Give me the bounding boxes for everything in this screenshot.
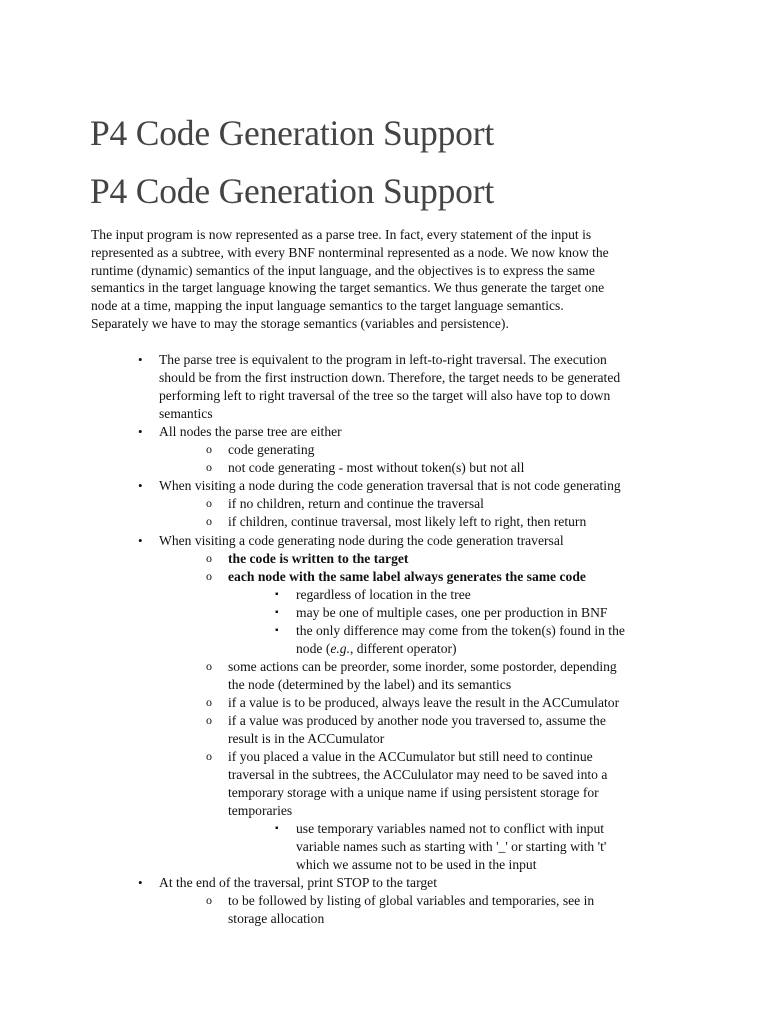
list-subitem-continuation: temporaries [228,803,293,818]
circle-bullet-icon [206,495,212,514]
disc-bullet-icon [138,477,143,497]
list-subitem: code generating [228,442,315,457]
list-item-continuation: should be from the first instruction down. Therefore, the target needs to be generated [159,370,621,385]
list-subsubitem-continuation: which we assume not to be used in the input [296,857,537,872]
circle-bullet-icon [206,568,212,587]
list-subsubitem-continuation: variable names such as starting with '_' or starting with 't' [296,839,607,854]
page-title: P4 Code Generation Support [90,113,494,153]
intro-line: The input program is now represented as a parse tree. In fact, every statement of the input is [91,227,592,242]
intro-line: Separately we have to may the storage semantics (variables and persistence). [91,315,509,331]
intro-line: represented as a subtree, with every BNF nonterminal represented as a node. We now know the [91,244,609,260]
list-subsubitem: may be one of multiple cases, one per production in BNF [296,605,608,620]
list-subitem: if you placed a value in the ACCumulator but still need to continue [228,749,593,764]
list-subsubitem: use temporary variables named not to conflict with input [296,821,605,836]
intro-line: semantics in the target language knowing the target semantics. We thus generate the target one [91,280,605,296]
list-subitem: if a value is to be produced, always leave the result in the ACCumulator [228,695,620,710]
page-title-repeat: P4 Code Generation Support [90,171,494,211]
list-subitem-continuation: temporary storage with a unique name if using persistent storage for [228,785,599,800]
intro-line: runtime (dynamic) semantics of the input language, and the objectives is to express the same [91,262,595,278]
circle-bullet-icon [206,513,212,532]
list-item: The parse tree is equivalent to the program in left-to-right traversal. The execution [159,352,607,367]
list-subsubitem-continuation [296,640,457,658]
italic-abbreviation: e.g. [330,641,350,656]
list-item: At the end of the traversal, print STOP to the target [159,875,437,890]
list-subitem: some actions can be preorder, some inorder, some postorder, depending [228,659,617,674]
intro-line: node at a time, mapping the input language semantics to the target language semantics. [91,298,564,313]
intro-paragraph [91,226,691,333]
square-bullet-icon [275,820,279,838]
circle-bullet-icon [206,892,212,911]
square-bullet-icon [275,604,279,622]
list-subsubitem: regardless of location in the tree [296,587,471,602]
list-subsubitem: the only difference may come from the token(s) found in the [296,623,625,638]
list-subitem: the code is written to the target [228,551,409,566]
list-subitem-continuation: result is in the ACCumulator [228,731,385,746]
list-subitem-continuation: traversal in the subtrees, the ACCululator may need to be saved into a [228,767,608,782]
list-subitem: to be followed by listing of global variables and temporaries, see in [228,893,595,908]
circle-bullet-icon [206,550,212,569]
circle-bullet-icon [206,694,212,713]
list-subitem: if children, continue traversal, most likely left to right, then return [228,514,587,529]
disc-bullet-icon [138,423,143,443]
square-bullet-icon [275,622,279,640]
circle-bullet-icon [206,748,212,767]
list-item-continuation: semantics [159,406,213,421]
circle-bullet-icon [206,658,212,677]
list-subitem-continuation: the node (determined by the label) and its semantics [228,677,512,692]
circle-bullet-icon [206,459,212,478]
list-subitem-continuation: storage allocation [228,911,325,926]
list-subitem: not code generating - most without token(s) but not all [228,460,525,475]
text-run: node ( [296,641,331,656]
list-item-continuation: performing left to right traversal of the tree so the target will also have top to down [159,388,611,403]
list-subitem: if no children, return and continue the traversal [228,496,484,511]
list-subitem: each node with the same label always generates the same code [228,569,586,584]
list-item: When visiting a node during the code generation traversal that is not code generating [159,478,621,493]
text-run: , different operator) [350,641,457,656]
disc-bullet-icon [138,351,143,371]
circle-bullet-icon [206,712,212,731]
disc-bullet-icon [138,532,143,552]
list-item: All nodes the parse tree are either [159,424,342,439]
list-subitem: if a value was produced by another node you traversed to, assume the [228,713,606,728]
circle-bullet-icon [206,441,212,460]
disc-bullet-icon [138,874,143,894]
list-item: When visiting a code generating node during the code generation traversal [159,533,564,548]
square-bullet-icon [275,586,279,604]
